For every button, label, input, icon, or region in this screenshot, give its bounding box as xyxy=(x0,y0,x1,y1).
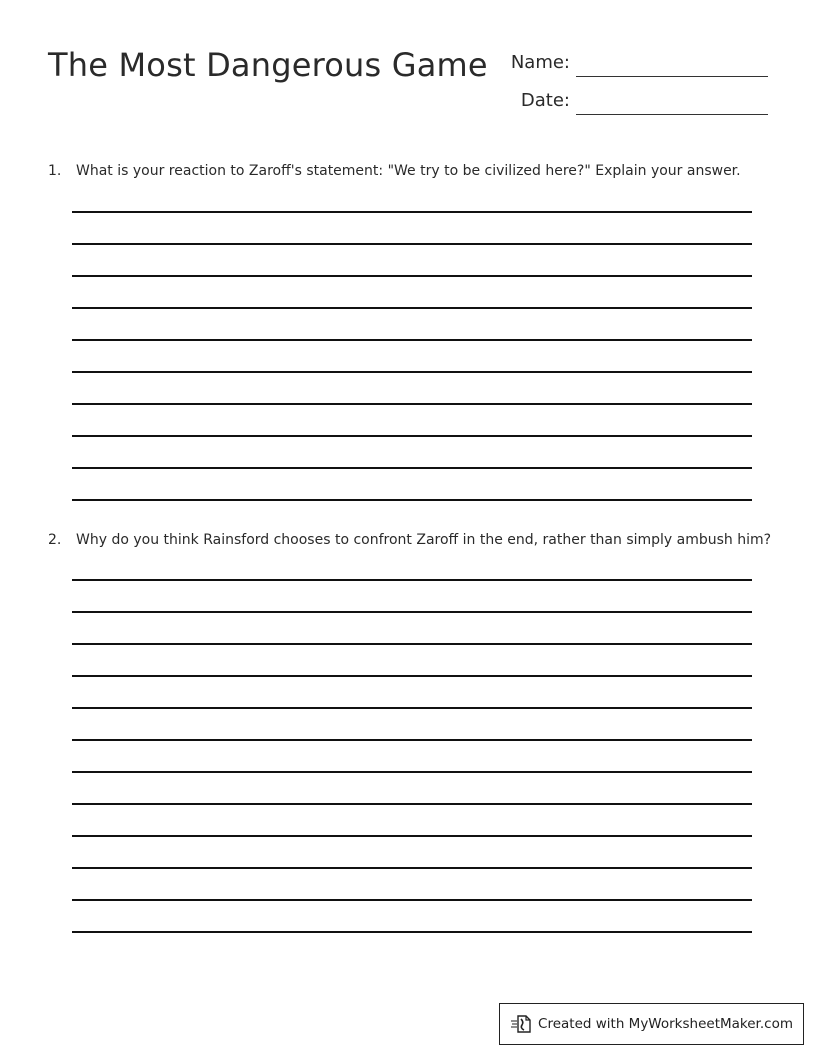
answer-line[interactable] xyxy=(72,403,752,405)
question-2-number: 2. xyxy=(48,532,62,548)
answer-line[interactable] xyxy=(72,739,752,741)
answer-line[interactable] xyxy=(72,835,752,837)
question-2 xyxy=(48,532,771,548)
question-1-text: What is your reaction to Zaroff's statement: "We try to be civilized here?" Explain your answer. xyxy=(76,163,741,179)
answer-line[interactable] xyxy=(72,339,752,341)
answer-line[interactable] xyxy=(72,371,752,373)
answer-line[interactable] xyxy=(72,275,752,277)
footer-text: Created with MyWorksheetMaker.com xyxy=(538,1016,793,1032)
answer-line[interactable] xyxy=(72,211,752,213)
answer-line[interactable] xyxy=(72,675,752,677)
answer-line[interactable] xyxy=(72,771,752,773)
answer-line[interactable] xyxy=(72,243,752,245)
worksheet-title: The Most Dangerous Game xyxy=(48,46,488,84)
answer-line[interactable] xyxy=(72,611,752,613)
worksheet-maker-logo-icon xyxy=(510,1013,532,1035)
answer-line[interactable] xyxy=(72,643,752,645)
date-field[interactable] xyxy=(576,114,768,115)
date-label: Date: xyxy=(520,90,570,111)
name-label: Name: xyxy=(510,52,570,73)
answer-line[interactable] xyxy=(72,467,752,469)
answer-line[interactable] xyxy=(72,899,752,901)
name-field[interactable] xyxy=(576,76,768,77)
question-1-number: 1. xyxy=(48,163,62,179)
answer-line[interactable] xyxy=(72,435,752,437)
answer-line[interactable] xyxy=(72,499,752,501)
answer-line[interactable] xyxy=(72,803,752,805)
question-2-text: Why do you think Rainsford chooses to confront Zaroff in the end, rather than simply ambush him? xyxy=(76,532,772,548)
footer-credit[interactable] xyxy=(499,1003,804,1045)
answer-line[interactable] xyxy=(72,579,752,581)
answer-line[interactable] xyxy=(72,867,752,869)
question-1 xyxy=(48,163,741,179)
answer-line[interactable] xyxy=(72,931,752,933)
answer-line[interactable] xyxy=(72,707,752,709)
answer-line[interactable] xyxy=(72,307,752,309)
